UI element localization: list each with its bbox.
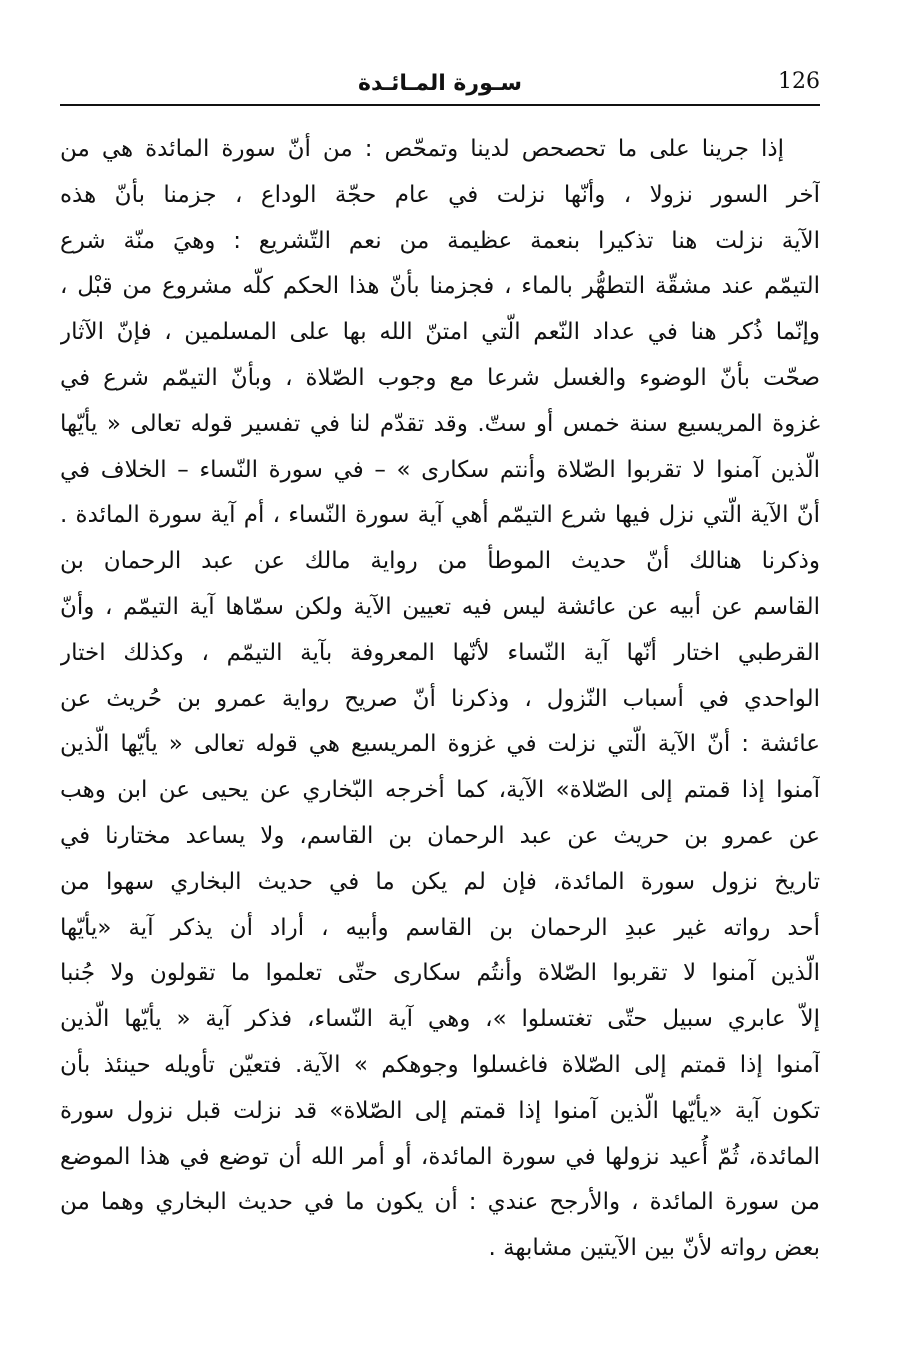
page-header [60, 70, 820, 104]
text-line: إلاّ عابري سبيل حتّى تغتسلوا »، وهي آية النّساء، فذكر آية « يأيّها الّذين [60, 1006, 820, 1033]
text-line: الّذين آمنوا لا تقربوا الصّلاة وأنتم سكارى » – في سورة النّساء – الخلاف في [60, 456, 820, 483]
text-line: آمنوا إذا قمتم إلى الصّلاة فاغسلوا وجوهكم » الآية. فتعيّن تأويله حينئذ بأن [60, 1051, 820, 1078]
page-number: 126 [778, 69, 820, 94]
text-line: عن عمرو بن حريث عن عبد الرحمان بن القاسم، ولا يساعد مختارنا في [60, 822, 820, 849]
text-line: أنّ الآية الّتي نزل فيها شرع التيمّم أهي آية سورة النّساء ، أم آية سورة المائدة . [60, 502, 820, 529]
text-line: عائشة : أنّ الآية الّتي نزلت في غزوة المريسيع هي قوله تعالى « يأيّها الّذين [60, 731, 820, 758]
text-line: القرطبي اختار أنّها آية النّساء لأنّها المعروفة بآية التيمّم ، وكذلك اختار [60, 639, 820, 666]
body-text [60, 127, 820, 1272]
text-line: الآية نزلت هنا تذكيرا بنعمة عظيمة من نعم التّشريع : وهيَ منّة شرع [60, 227, 820, 254]
text-line: تاريخ نزول سورة المائدة، فإن لم يكن ما في حديث البخاري سهوا من [60, 868, 820, 895]
text-line: التيمّم عند مشقّة التطهُّر بالماء ، فجزمنا بأنّ هذا الحكم كلّه مشروع من قبْل ، [60, 273, 820, 300]
text-line: صحّت بأنّ الوضوء والغسل شرعا مع وجوب الصّلاة ، وبأنّ التيمّم شرع في [60, 364, 820, 391]
text-line: الواحدي في أسباب النّزول ، وذكرنا أنّ صريح رواية عمرو بن حُريث عن [60, 685, 820, 712]
running-title: سـورة المـائـدة [357, 71, 523, 96]
text-line: الّذين آمنوا لا تقربوا الصّلاة وأنتُم سكارى حتّى تعلموا ما تقولون ولا جُنبا [60, 960, 820, 987]
text-line: إذا جرينا على ما تحصحص لدينا وتمحّص : من أنّ سورة المائدة هي من [60, 136, 784, 162]
text-line: أحد رواته غير عبدِ الرحمان بن القاسم وأبيه ، أراد أن يذكر آية «يأيّها [60, 914, 820, 941]
text-line: القاسم عن أبيه عن عائشة ليس فيه تعيين الآية ولكن سمّاها آية التيمّم ، وأنّ [60, 593, 820, 620]
text-line: وإنّما ذُكر هنا في عداد النّعم الّتي امتنّ الله بها على المسلمين ، فإنّ الآثار [60, 319, 820, 346]
text-line: غزوة المريسيع سنة خمس أو ستّ. وقد تقدّم لنا في تفسير قوله تعالى « يأيّها [60, 410, 820, 437]
text-line: آخر السور نزولا ، وأنّها نزلت في عام حجّة الوداع ، جزمنا بأنّ هذه [60, 181, 820, 208]
text-line: بعض رواته لأنّ بين الآيتين مشابهة . [488, 1235, 820, 1262]
text-line: آمنوا إذا قمتم إلى الصّلاة» الآية، كما أخرجه البّخاري عن يحيى عن ابن وهب [60, 777, 820, 804]
text-line: وذكرنا هنالك أنّ حديث الموطأ من رواية مالك عن عبد الرحمان بن [60, 548, 820, 575]
text-line: تكون آية «يأيّها الّذين آمنوا إذا قمتم إلى الصّلاة» قد نزلت قبل نزول سورة [60, 1097, 820, 1124]
text-line: من سورة المائدة ، والأرجح عندي : أن يكون ما في حديث البخاري وهما من [60, 1189, 820, 1216]
header-rule [60, 104, 820, 106]
text-line: المائدة، ثُمّ أُعيد نزولها في سورة المائدة، أو أمر الله أن توضع في هذا الموضع [60, 1143, 820, 1170]
